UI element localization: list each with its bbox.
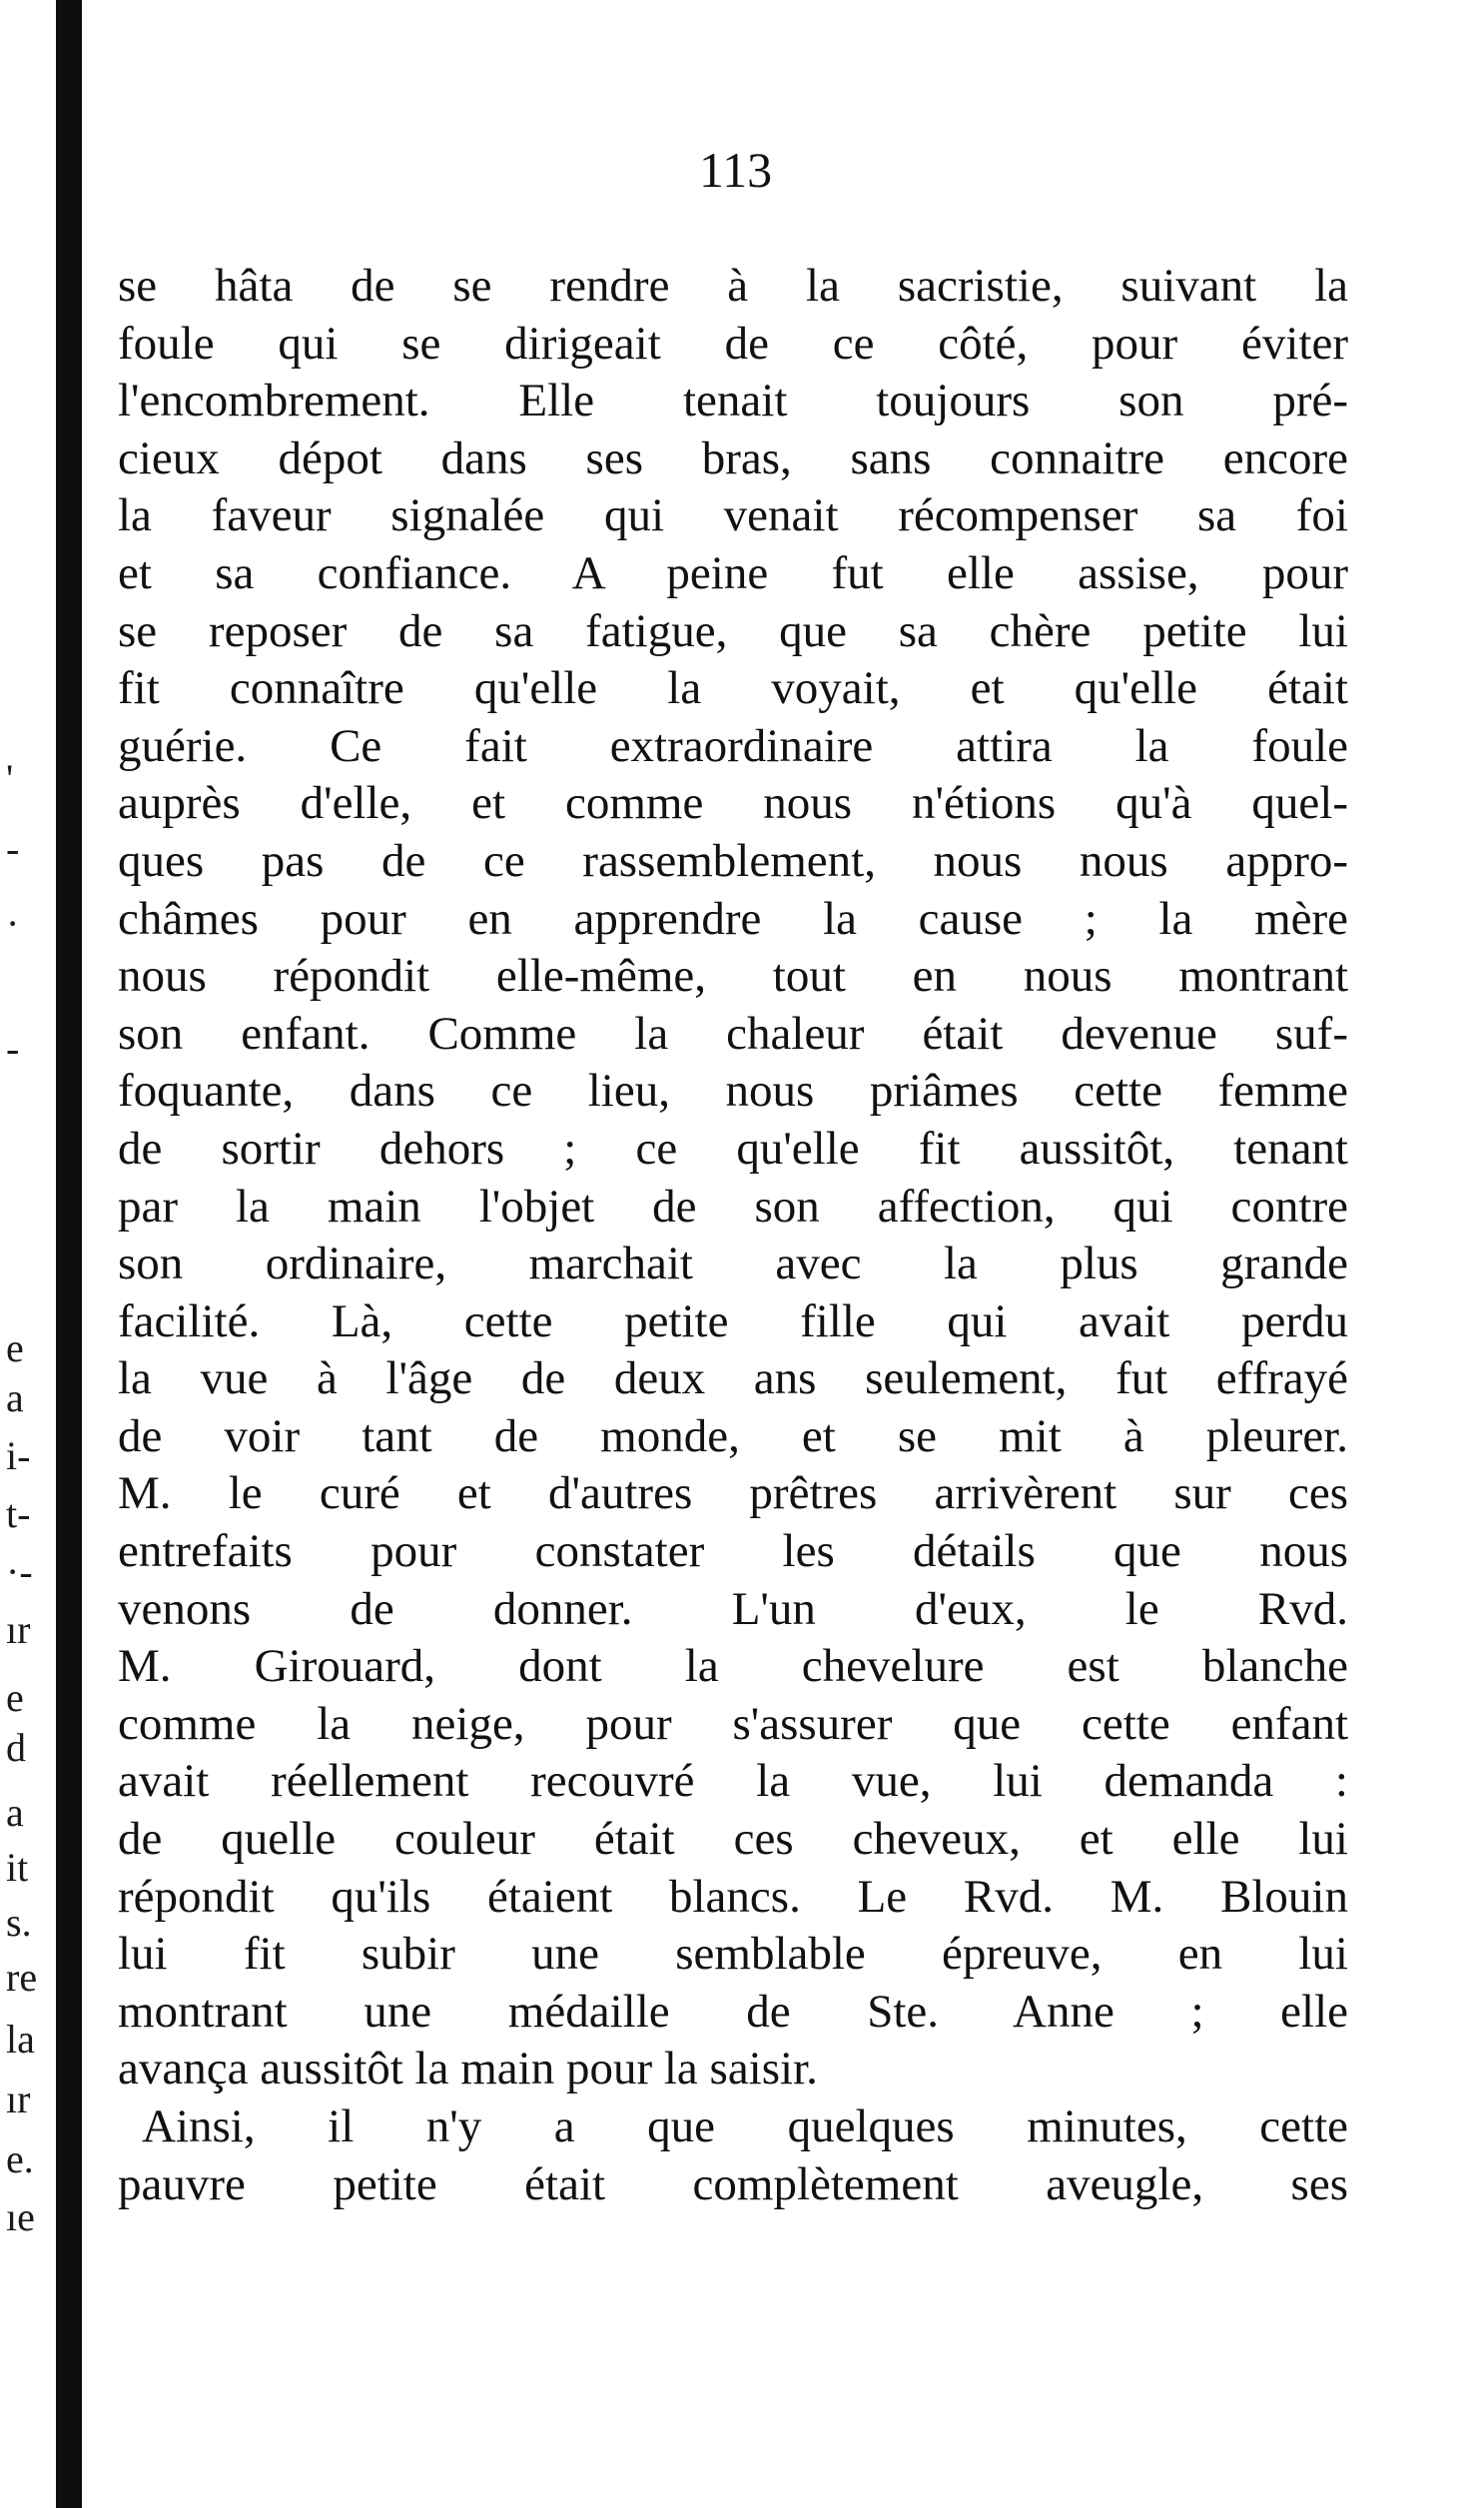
text-line: entrefaits pour constater les détails que nous <box>118 1525 1348 1578</box>
margin-fragment: · <box>6 901 20 946</box>
text-line: nous répondit elle-même, tout en nous montrant <box>118 950 1348 1003</box>
text-line: répondit qu'ils étaient blancs. Le Rvd. M. Blouin <box>118 1870 1348 1923</box>
text-line: châmes pour en apprendre la cause ; la mère <box>118 892 1348 945</box>
text-line: comme la neige, pour s'assurer que cette enfant <box>118 1697 1348 1750</box>
text-line: son ordinaire, marchait avec la plus grande <box>118 1238 1348 1290</box>
text-line: lui fit subir une semblable épreuve, en lui <box>118 1928 1348 1981</box>
text-line: et sa confiance. A peine fut elle assise, pour <box>118 546 1348 599</box>
text-line: M. le curé et d'autres prêtres arrivèrent sur ces <box>118 1467 1348 1520</box>
margin-fragment: it <box>6 1845 29 1890</box>
text-line: par la main l'objet de son affection, qui contre <box>118 1180 1348 1233</box>
text-line: foule qui se dirigeait de ce côté, pour éviter <box>118 317 1348 370</box>
margin-fragment: ' <box>6 756 14 801</box>
margin-fragment: a <box>6 1375 24 1420</box>
margin-fragment: e <box>6 1675 24 1720</box>
text-line: pauvre petite était complètement aveugle, ses <box>118 2157 1348 2210</box>
text-line: se hâta de se rendre à la sacristie, suivant la <box>118 260 1348 312</box>
margin-fragment: e. <box>6 2136 34 2181</box>
text-line: l'encombrement. Elle tenait toujours son pré- <box>118 375 1348 427</box>
text-line: de voir tant de monde, et se mit à pleurer. <box>118 1409 1348 1462</box>
margin-fragment: d <box>6 1725 26 1770</box>
text-line: fit connaître qu'elle la voyait, et qu'elle était <box>118 662 1348 715</box>
margin-fragment: s. <box>6 1900 32 1945</box>
text-line: cieux dépot dans ses bras, sans connaitre encore <box>118 431 1348 484</box>
margin-fragment: - <box>6 1026 20 1071</box>
text-line: son enfant. Comme la chaleur était devenue suf- <box>118 1007 1348 1060</box>
margin-fragment: t- <box>6 1491 31 1536</box>
text-line: avança aussitôt la main pour la saisir. <box>118 2043 818 2095</box>
text-line: la vue à l'âge de deux ans seulement, fut effrayé <box>118 1352 1348 1405</box>
text-line: se reposer de sa fatigue, que sa chère petite lui <box>118 604 1348 657</box>
text-line: M. Girouard, dont la chevelure est blanche <box>118 1640 1348 1693</box>
left-margin-fragments <box>0 0 54 2508</box>
margin-fragment: ır <box>6 1607 31 1652</box>
margin-fragment: e <box>6 1325 24 1370</box>
margin-fragment: - <box>6 826 20 871</box>
margin-fragment: ·- <box>6 1549 33 1594</box>
body-text <box>118 258 1348 2213</box>
text-line: de sortir dehors ; ce qu'elle fit aussitôt, tenant <box>118 1122 1348 1175</box>
text-line: la faveur signalée qui venait récompenser sa foi <box>118 489 1348 542</box>
text-line: guérie. Ce fait extraordinaire attira la foule <box>118 719 1348 772</box>
text-line: ques pas de ce rassemblement, nous nous appro- <box>118 834 1348 887</box>
text-line: facilité. Là, cette petite fille qui avait perdu <box>118 1294 1348 1347</box>
text-line: venons de donner. L'un d'eux, le Rvd. <box>118 1582 1348 1635</box>
text-line: avait réellement recouvré la vue, lui demanda : <box>118 1755 1348 1808</box>
margin-fragment: ır <box>6 2077 31 2121</box>
text-line: de quelle couleur était ces cheveux, et elle lui <box>118 1813 1348 1866</box>
text-line: montrant une médaille de Ste. Anne ; elle <box>118 1985 1348 2038</box>
margin-fragment: a <box>6 1790 24 1835</box>
page-number: 113 <box>699 142 773 198</box>
text-line: foquante, dans ce lieu, nous priâmes cette femme <box>118 1065 1348 1118</box>
margin-fragment: ıe <box>6 2194 35 2239</box>
text-line: auprès d'elle, et comme nous n'étions qu'à quel- <box>118 777 1348 830</box>
binding-shadow-bar <box>56 0 82 2508</box>
margin-fragment: i- <box>6 1433 31 1478</box>
margin-fragment: la <box>6 2017 35 2062</box>
text-line: Ainsi, il n'y a que quelques minutes, cette <box>142 2100 1348 2152</box>
margin-fragment: re <box>6 1955 38 2000</box>
